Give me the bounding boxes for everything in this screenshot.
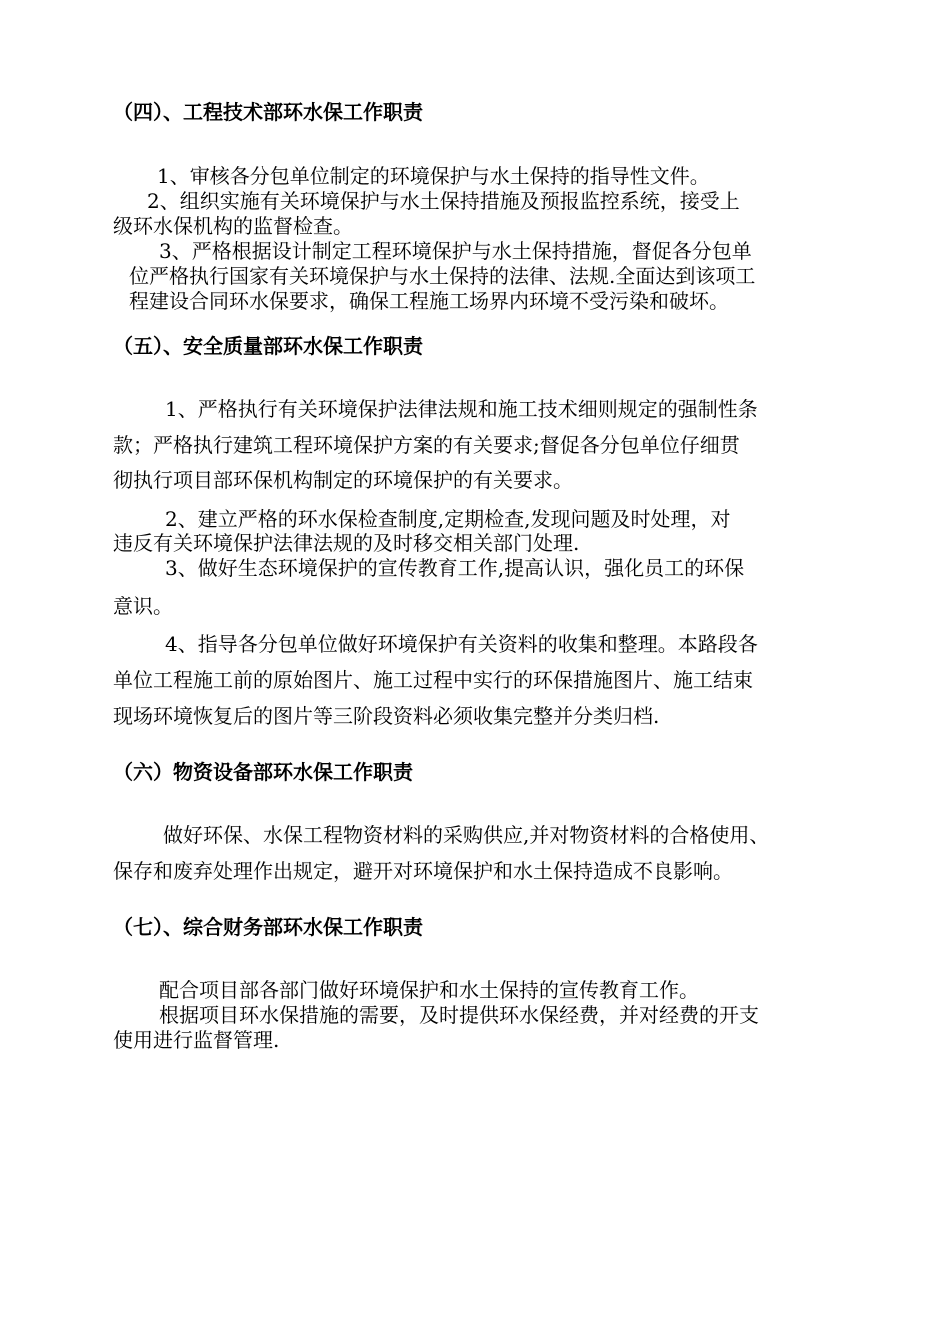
paragraph-line: 位严格执行国家有关环境保护与水土保持的法律、法规.全面达到该项工 xyxy=(129,264,756,288)
paragraph-line: 4、指导各分包单位做好环境保护有关资料的收集和整理。本路段各 xyxy=(165,632,758,656)
section-heading-6: （六）物资设备部环水保工作职责 xyxy=(113,760,413,784)
paragraph-line: 根据项目环水保措施的需要，及时提供环水保经费，并对经费的开支 xyxy=(159,1003,759,1027)
paragraph-line: 程建设合同环水保要求，确保工程施工场界内环境不受污染和破坏。 xyxy=(129,289,729,313)
paragraph-line: 2、建立严格的环水保检查制度,定期检查,发现问题及时处理，对 xyxy=(165,507,731,531)
section-heading-7: （七）、综合财务部环水保工作职责 xyxy=(113,915,423,939)
paragraph-line: 1、严格执行有关环境保护法律法规和施工技术细则规定的强制性条 xyxy=(165,397,758,421)
paragraph-line: 1、审核各分包单位制定的环境保护与水土保持的指导性文件。 xyxy=(157,164,710,188)
paragraph-line: 保存和废弃处理作出规定，避开对环境保护和水土保持造成不良影响。 xyxy=(113,859,733,883)
paragraph-line: 彻执行项目部环保机构制定的环境保护的有关要求。 xyxy=(113,468,573,492)
paragraph-line: 3、做好生态环境保护的宣传教育工作,提高认识，强化员工的环保 xyxy=(165,556,745,580)
paragraph-line: 级环水保机构的监督检查。 xyxy=(113,214,353,238)
paragraph-line: 2、组织实施有关环境保护与水土保持措施及预报监控系统，接受上 xyxy=(147,189,740,213)
paragraph-line: 使用进行监督管理. xyxy=(113,1028,280,1052)
paragraph-line: 做好环保、水保工程物资材料的采购供应,并对物资材料的合格使用、 xyxy=(163,823,770,847)
section-heading-5: （五）、安全质量部环水保工作职责 xyxy=(113,334,423,358)
paragraph-line: 意识。 xyxy=(113,594,173,618)
paragraph-line: 违反有关环境保护法律法规的及时移交相关部门处理. xyxy=(113,531,580,555)
paragraph-line: 现场环境恢复后的图片等三阶段资料必须收集完整并分类归档. xyxy=(113,704,660,728)
paragraph-line: 单位工程施工前的原始图片、施工过程中实行的环保措施图片、施工结束 xyxy=(113,668,753,692)
paragraph-line: 3、严格根据设计制定工程环境保护与水土保持措施，督促各分包单 xyxy=(159,239,752,263)
paragraph-line: 款；严格执行建筑工程环境保护方案的有关要求;督促各分包单位仔细贯 xyxy=(113,433,740,457)
section-heading-4: （四）、工程技术部环水保工作职责 xyxy=(113,100,423,124)
paragraph-line: 配合项目部各部门做好环境保护和水土保持的宣传教育工作。 xyxy=(159,978,699,1002)
